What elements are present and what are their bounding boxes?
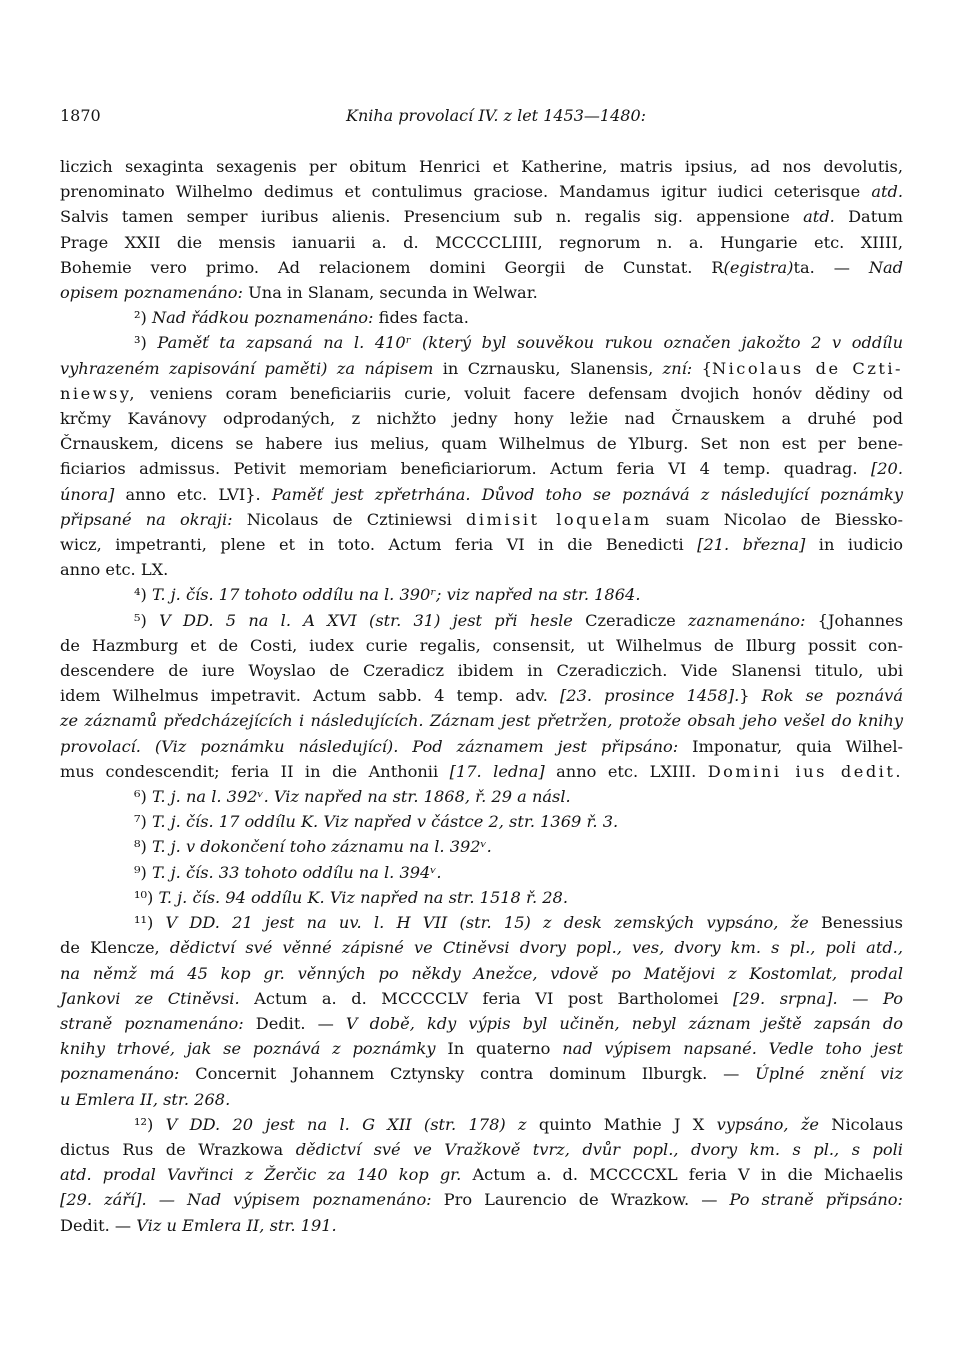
text-line [60, 885, 903, 910]
text-line [60, 1087, 903, 1112]
text-run: [29. srpna]. — Po [733, 988, 903, 1008]
text-line [60, 179, 903, 204]
text-run: anno etc. LX. [60, 560, 169, 580]
text-run: in Czrnausku, Slanensis, [433, 358, 663, 378]
text-line [60, 986, 903, 1011]
text-line [60, 1011, 903, 1036]
text-run: V DD. 21 jest na uv. l. H VII (str. 15) z desk zemských vypsáno, že [165, 913, 809, 933]
text-line [60, 683, 903, 708]
text-line [60, 582, 903, 607]
text-line [60, 154, 903, 179]
text-line [60, 557, 903, 582]
text-run: Czeradicze [572, 610, 688, 630]
text-run: na němž má 45 kop gr. věnných po někdy Anežce, vdově po Matějovi z Kostomlat, prodal [60, 963, 903, 983]
text-run: ⁷) [134, 812, 152, 832]
text-line [60, 356, 903, 381]
text-run: T. j. čís. 17 tohoto oddílu na l. 390ʳ; viz napřed na str. 1864. [151, 585, 641, 605]
text-line [60, 860, 903, 885]
text-run: atd. [871, 182, 903, 202]
text-run: ¹²) [134, 1114, 166, 1134]
text-run: V DD. 5 na l. A XVI (str. 31) jest při hesle [159, 610, 573, 630]
text-line [60, 1213, 903, 1238]
text-run: wicz, impetranti, plene et in toto. Actum feria VI in die Benedicti [60, 535, 698, 555]
text-run: Po straně připsáno: [729, 1190, 903, 1210]
text-run: Jankovi ze Ctiněvsi. [60, 988, 240, 1008]
text-run: ¹⁰) [134, 887, 159, 907]
text-run: poznamenáno: [60, 1064, 180, 1084]
text-run: Actum a. d. MCCCCLV feria VI post Bartholomei [239, 988, 734, 1008]
text-run: ⁴) [134, 585, 152, 605]
text-line [60, 658, 903, 683]
text-line [60, 482, 903, 507]
text-run: zaznamenáno: [687, 610, 806, 630]
text-line [60, 1162, 903, 1187]
text-run: Benessius [808, 913, 903, 933]
text-line [60, 255, 903, 280]
text-run: prenominato Wilhelmo dedimus et contulimus graciose. Mandamus igitur iudici ceterisque [60, 182, 872, 202]
text-line [60, 935, 903, 960]
text-run: vypsáno, že [716, 1114, 819, 1134]
text-run: anno etc. LXIII. [544, 761, 708, 781]
text-run: Nad řádkou poznamenáno: [151, 308, 374, 328]
text-run: V DD. 20 jest na l. G XII (str. 178) z [165, 1114, 527, 1134]
running-title: Kniha provolací IV. z let 1453—1480: [346, 106, 647, 125]
text-run: Pro Laurencio de Wrazkow. — [431, 1190, 730, 1210]
text-run: dědictví své ve Vražkově tvrz, dvůr popl., dvory km. s pl., s poli [295, 1139, 903, 1159]
text-run: Salvis tamen semper iuribus alienis. Presencium sub n. regalis sig. appensione [60, 207, 804, 227]
text-run: de Klencze, [60, 938, 170, 958]
text-run: krčmy Kavánovy odprodaných, z nichžto jedny hony ležie nad Črnauskem a druhé pod [60, 409, 903, 429]
text-run: niewsy, [60, 383, 137, 403]
text-run: Dedit. — [243, 1013, 346, 1033]
text-run: T. j. v dokončení toho záznamu na l. 392ᵛ. [151, 837, 492, 857]
text-line [60, 1112, 903, 1137]
text-run: ta. — [793, 257, 869, 277]
text-run: [21. března] [697, 535, 806, 555]
text-line [60, 456, 903, 481]
text-run: ze záznamů předcházejících i následujících. Záznam jest přetržen, protože obsah jeho vešel do knihy [60, 711, 903, 731]
text-run: atd. prodal Vavřinci z Žerčic za 140 kop gr. [60, 1165, 462, 1185]
text-run: Črnauskem, dicens se habere ius melius, quam Wilhelmus de Ylburg. Set non est per bene- [60, 434, 903, 454]
text-run: provolací. (Viz poznámku následující). Pod záznamem jest připsáno: [60, 736, 679, 756]
text-run: Concernit Johannem Cztynsky contra dominum Ilburgk. — [179, 1064, 756, 1084]
text-run: fides facta. [373, 308, 469, 328]
text-run: dědictví své věnné zápisné ve Ctiněvsi dvory popl., ves, dvory km. s pl., poli atd., [169, 938, 903, 958]
text-run: in iudicio [805, 535, 904, 555]
text-run: Una in Slanam, secunda in Welwar. [243, 283, 538, 303]
text-run: Nicolaus de Cztiniewsi [232, 509, 466, 529]
text-line [60, 431, 903, 456]
text-run: (egistra) [723, 257, 794, 277]
text-run: [17. ledna] [449, 761, 545, 781]
text-line [60, 759, 903, 784]
text-line [60, 230, 903, 255]
text-line [60, 1036, 903, 1061]
text-run: Rok se poznává [761, 686, 903, 706]
text-run: anno etc. LVI}. [114, 484, 272, 504]
text-run: Dedit. — [60, 1215, 137, 1235]
text-line [60, 633, 903, 658]
text-run: ⁹) [134, 862, 152, 882]
text-run: Viz u Emlera II, str. 191. [136, 1215, 337, 1235]
text-run: In quaterno [435, 1039, 563, 1059]
text-run: opisem poznamenáno: [60, 283, 244, 303]
text-run: descendere de iure Woyslao de Czeradicz ibidem in Czeradiczich. Vide Slanensi titulo, ubi [60, 661, 903, 681]
text-run: Prage XXII die mensis ianuarii a. d. MCCCCLIIII, regnorum n. a. Hungarie etc. XIIII, [60, 232, 903, 252]
text-line [60, 734, 903, 759]
text-run: Nicolaus [818, 1114, 904, 1134]
text-line [60, 1187, 903, 1212]
text-run: [20. [870, 459, 903, 479]
text-run: V době, kdy výpis byl učiněn, nebyl záznam ještě zapsán do [345, 1013, 903, 1033]
text-run: Nad [868, 257, 903, 277]
text-run: T. j. čís. 33 tohoto oddílu na l. 394ᵛ. [151, 862, 442, 882]
text-run: dictus Rus de Wrazkowa [60, 1139, 296, 1159]
text-run: ⁶) [134, 787, 152, 807]
text-run: mus condescendit; feria II in die Anthonii [60, 761, 450, 781]
text-line [60, 1061, 903, 1086]
text-run: Actum a. d. MCCCCXL feria V in die Michaelis [461, 1165, 903, 1185]
text-line [60, 204, 903, 229]
text-line [60, 381, 903, 406]
text-run: Bohemie vero primo. Ad relacionem domini Georgii de Cunstat. R [60, 257, 724, 277]
text-run: ficiarios admissus. Petivit memoriam beneficiariorum. Actum feria VI 4 temp. quadrag. [60, 459, 871, 479]
text-line [60, 608, 903, 633]
text-line [60, 406, 903, 431]
text-run: nad výpisem napsané. Vedle toho jest [562, 1039, 903, 1059]
text-run: T. j. čís. 94 oddílu K. Viz napřed na str. 1518 ř. 28. [158, 887, 568, 907]
text-run: suam Nicolao de Biessko- [651, 509, 904, 529]
text-run: Domini ius dedit. [707, 761, 904, 781]
text-run: ³) [134, 333, 158, 353]
text-run: [29. září]. — Nad výpisem poznamenáno: [60, 1190, 432, 1210]
text-block [60, 154, 903, 1238]
text-run: dimisit loquelam [466, 509, 652, 529]
text-run: ⁸) [134, 837, 152, 857]
text-run: } [739, 686, 762, 706]
text-run: liczich sexaginta sexagenis per obitum Henrici et Katherine, matris ipsius, ad nos devolutis, [60, 157, 903, 176]
body-text [60, 154, 903, 1238]
text-line [60, 708, 903, 733]
text-run: u Emlera II, str. 268. [60, 1089, 231, 1109]
page-header [60, 106, 900, 130]
text-run: knihy trhové, jak se poznává z poznámky [60, 1039, 436, 1059]
text-run: T. j. čís. 17 oddílu K. Viz napřed v částce 2, str. 1369 ř. 3. [151, 812, 619, 832]
text-run: Paměť jest zpřetrhána. Důvod toho se poznává z následující poznámky [271, 484, 903, 504]
text-line [60, 809, 903, 834]
text-run: ¹¹) [134, 913, 166, 933]
text-run: straně poznamenáno: [60, 1013, 244, 1033]
text-run: připsané na okraji: [60, 509, 233, 529]
text-run: zní: [662, 358, 693, 378]
text-run: Imponatur, quia Wilhel- [678, 736, 903, 756]
text-run: idem Wilhelmus impetravit. Actum sabb. 4 temp. adv. [60, 686, 560, 706]
text-run: de Hazmburg et de Costi, iudex curie regalis, consensit, ut Wilhelmus de Ilburg possit con- [60, 635, 903, 655]
text-run: Paměť ta zapsaná na l. 410ʳ (který byl souvěkou rukou označen jakožto 2 v oddílu [157, 333, 903, 353]
text-run: {Johannes [805, 610, 904, 630]
text-run: Úplné znění viz [755, 1064, 904, 1084]
text-run: Datum [834, 207, 903, 227]
text-line [60, 1137, 903, 1162]
text-line [60, 961, 903, 986]
text-run: T. j. na l. 392ᵛ. Viz napřed na str. 1868, ř. 29 a násl. [151, 787, 571, 807]
text-run: { [692, 358, 712, 378]
text-run: února] [60, 484, 115, 504]
text-run: ⁵) [134, 610, 160, 630]
text-run: vyhrazeném zapisování paměti) za nápisem [60, 358, 434, 378]
text-line [60, 330, 903, 355]
text-line [60, 532, 903, 557]
text-run: veniens coram beneficiariis curie, voluit facere defensam dvojich honóv dědiny od [136, 383, 903, 403]
text-run: atd. [803, 207, 835, 227]
page-number: 1870 [60, 106, 101, 125]
text-run: Nicolaus de Czti- [711, 358, 903, 378]
text-run: quinto Mathie J X [526, 1114, 717, 1134]
text-line [60, 784, 903, 809]
text-line [60, 910, 903, 935]
text-line [60, 834, 903, 859]
text-line [60, 280, 903, 305]
text-line [60, 305, 903, 330]
text-run: [23. prosince 1458]. [559, 686, 740, 706]
text-line [60, 507, 903, 532]
text-run: ²) [134, 308, 152, 328]
